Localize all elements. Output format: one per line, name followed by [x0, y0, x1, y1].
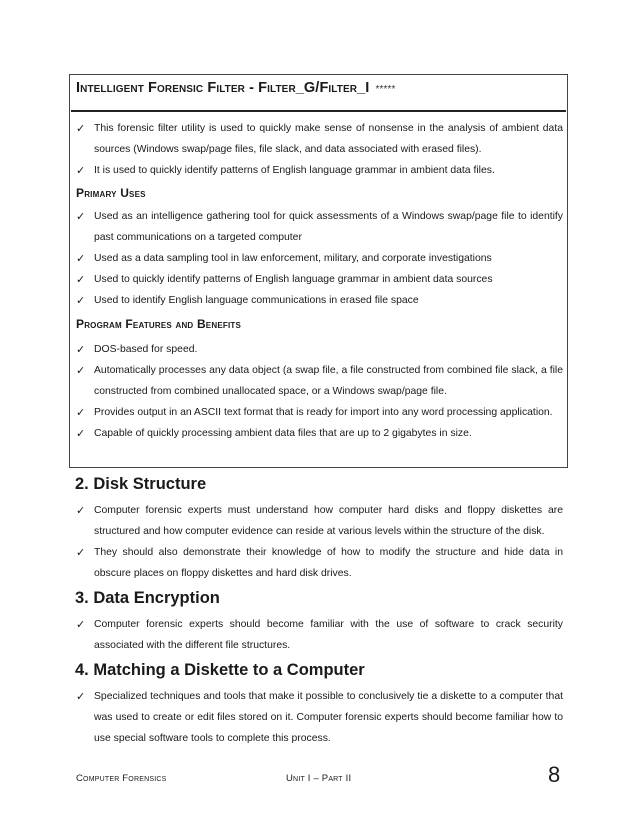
primary-uses-heading: Primary Uses	[76, 186, 146, 200]
check-icon: ✓	[76, 364, 86, 377]
check-icon: ✓	[76, 273, 86, 286]
check-icon: ✓	[76, 210, 86, 223]
list-item: ✓ Automatically processes any data object (a swap file, a file constructed from combined file slack, a file constructed from combined unallocated space, or a Windows swap/page file.	[76, 360, 563, 402]
footer-unit: Unit I – Part II	[286, 773, 352, 784]
list-item: ✓ Used to identify English language communications in erased file space	[76, 290, 563, 311]
list-item: ✓ Computer forensic experts should become familiar with the use of software to crack security associated with the different file structures.	[76, 614, 563, 656]
list-item: ✓ Used as an intelligence gathering tool for quick assessments of a Windows swap/page file to identify past communications on a targeted computer	[76, 206, 563, 248]
section-heading-disk-structure: 2. Disk Structure	[75, 475, 207, 493]
box-title	[76, 80, 395, 96]
list-item: ✓ Used to quickly identify patterns of English language grammar in ambient data sources	[76, 269, 563, 290]
list-item: ✓ Specialized techniques and tools that make it possible to conclusively tie a diskette to a computer that was used to create or edit files stored on it. Computer forensic experts should become familiar how to use special software tools to complete this process.	[76, 686, 563, 749]
primary-uses-list	[76, 206, 563, 311]
check-icon: ✓	[76, 294, 86, 307]
list-item: ✓ Used as a data sampling tool in law enforcement, military, and corporate investigations	[76, 248, 563, 269]
disk-structure-list	[76, 500, 563, 584]
data-encryption-list	[76, 614, 563, 656]
list-item: ✓ This forensic filter utility is used to quickly make sense of nonsense in the analysis of ambient data sources (Windows swap/page files, file slack, and data associated with erased files).	[76, 118, 563, 160]
list-item: ✓ Computer forensic experts must understand how computer hard disks and floppy diskettes are structured and how computer evidence can reside at various levels within the structure of the disk.	[76, 500, 563, 542]
features-list	[76, 339, 563, 444]
check-icon: ✓	[76, 504, 86, 517]
list-item: ✓ Capable of quickly processing ambient data files that are up to 2 gigabytes in size.	[76, 423, 563, 444]
title-rule	[71, 110, 566, 112]
check-icon: ✓	[76, 406, 86, 419]
check-icon: ✓	[76, 427, 86, 440]
check-icon: ✓	[76, 690, 86, 703]
list-item: ✓ Provides output in an ASCII text format that is ready for import into any word processing application.	[76, 402, 563, 423]
list-item: ✓ DOS-based for speed.	[76, 339, 563, 360]
list-item: ✓ They should also demonstrate their knowledge of how to modify the structure and hide data in obscure places on floppy diskettes and hard disk drives.	[76, 542, 563, 584]
footer-course-title: Computer Forensics	[76, 773, 167, 784]
check-icon: ✓	[76, 122, 86, 135]
check-icon: ✓	[76, 546, 86, 559]
list-item: ✓ It is used to quickly identify patterns of English language grammar in ambient data files.	[76, 160, 563, 181]
check-icon: ✓	[76, 252, 86, 265]
section-heading-matching-diskette: 4. Matching a Diskette to a Computer	[75, 661, 365, 679]
check-icon: ✓	[76, 618, 86, 631]
intro-list	[76, 118, 563, 181]
box-title-text: Intelligent Forensic Filter - Filter_G/Filter_I	[76, 80, 370, 96]
rating-stars: *****	[375, 84, 396, 95]
check-icon: ✓	[76, 164, 86, 177]
features-heading: Program Features and Benefits	[76, 317, 241, 331]
section-heading-data-encryption: 3. Data Encryption	[75, 589, 220, 607]
check-icon: ✓	[76, 343, 86, 356]
matching-diskette-list	[76, 686, 563, 749]
page-number: 8	[548, 762, 561, 787]
